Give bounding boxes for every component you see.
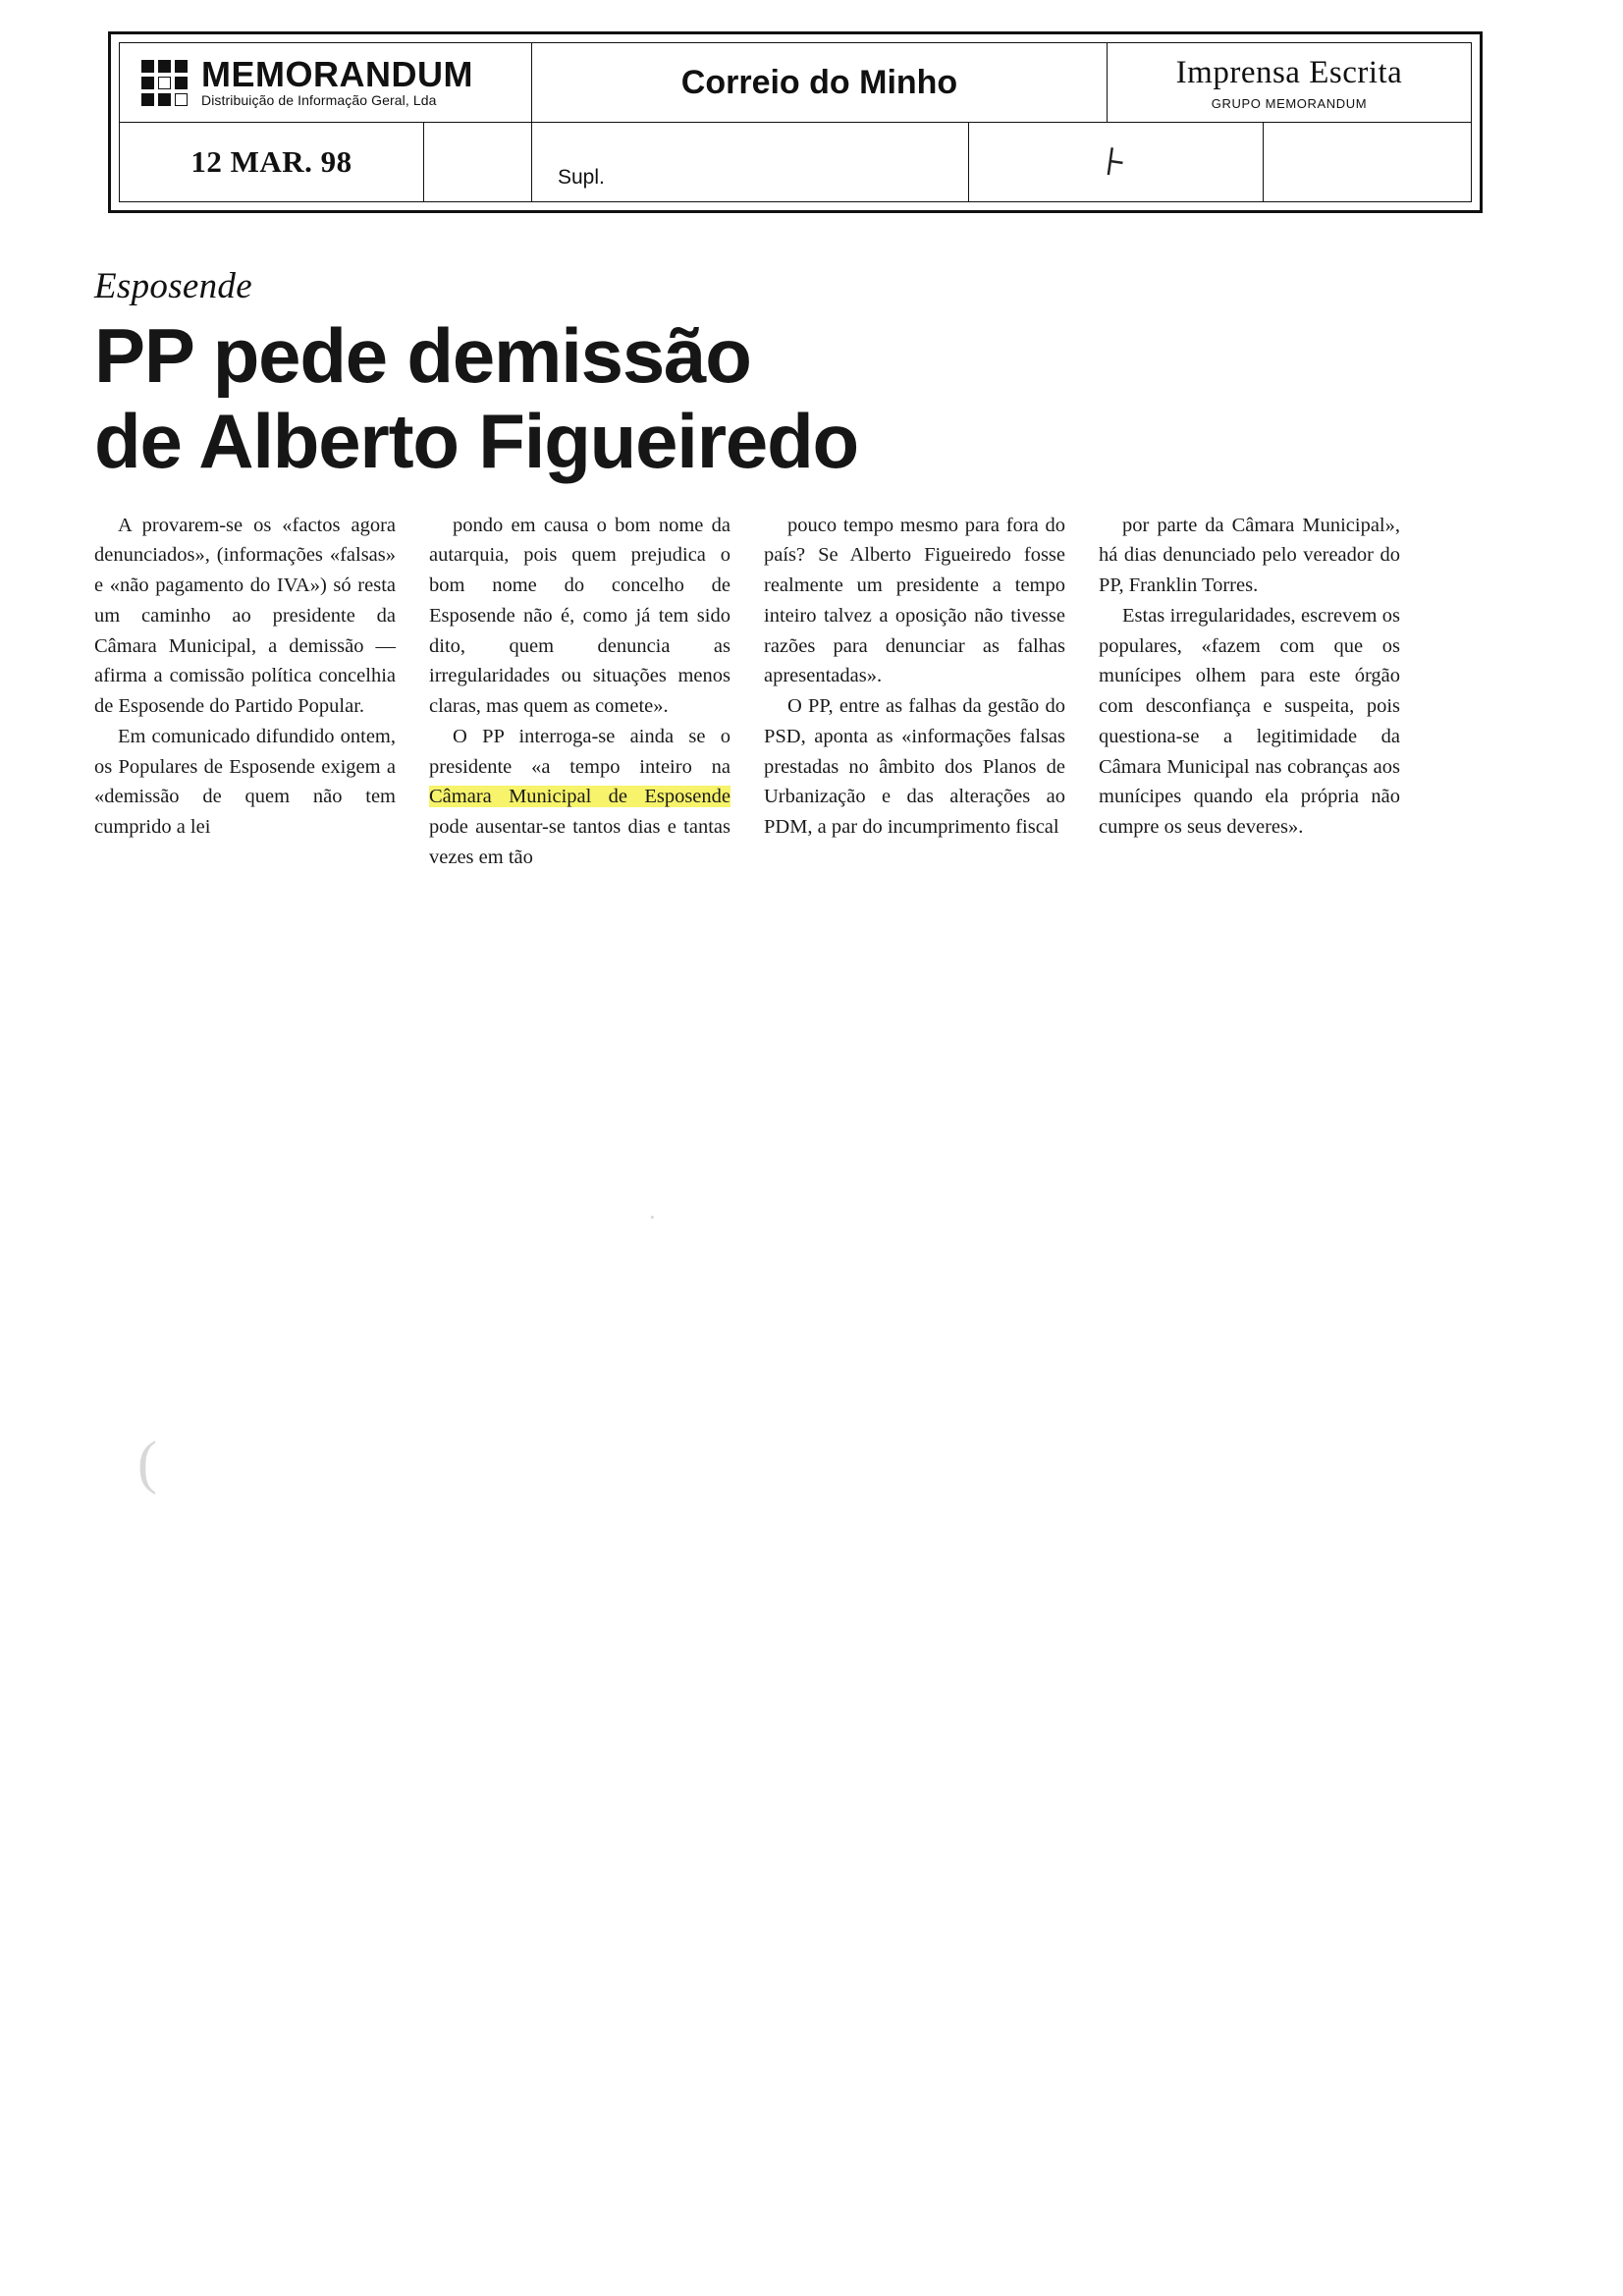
article-headline <box>94 313 1498 485</box>
press-section-group: GRUPO MEMORANDUM <box>1211 95 1368 111</box>
publication-name: Correio do Minho <box>680 63 958 101</box>
paragraph: A provarem-se os «factos agora denunciados», (informações «falsas» e «não pagamento do IVA») só resta um caminho ao presidente da Câmara Municipal, a demissão — afirma a comissão política concelhia de Esposende do Partido Popular. <box>94 514 396 718</box>
press-section-title: Imprensa Escrita <box>1175 54 1403 90</box>
hand-mark-cell <box>969 123 1264 201</box>
publication-name-cell <box>532 43 1108 122</box>
paragraph: Estas irregularidades, escrevem os populares, «fazem com que os munícipes olhem para este órgão com desconfiança e suspeita, pois questiona-se a legitimidade da Câmara Municipal nas cobranças aos munícipes quando ela própria não cumpre os seus deveres». <box>1099 604 1400 839</box>
supplement-cell <box>532 123 969 201</box>
article-column-2 <box>429 511 730 873</box>
paragraph: pondo em causa o bom nome da autarquia, pois quem prejudica o bom nome do concelho de Esposende não é, como já tem sido dito, quem denuncia as irregularidades ou situações menos claras, mas quem as comete». <box>429 514 730 718</box>
article <box>94 265 1498 873</box>
article-columns <box>94 511 1400 873</box>
scan-speck: · <box>648 1203 657 1231</box>
press-section-cell <box>1108 43 1471 122</box>
clipping-header <box>108 31 1483 213</box>
scan-smudge: ( <box>137 1430 157 1495</box>
clipping-header-bottom-row <box>120 123 1471 201</box>
clipping-date-cell <box>120 123 424 201</box>
blank-cell <box>1264 123 1471 201</box>
paragraph: O PP, entre as falhas da gestão do PSD, aponta as «informações falsas prestadas no âmbito dos Planos de Urbanização e das alterações ao PDM, a par do incumprimento fiscal <box>764 695 1065 839</box>
paragraph: pouco tempo mesmo para fora do país? Se Alberto Figueiredo fosse realmente um presidente a tempo inteiro talvez a oposição não tivesse razões para denunciar as falhas apresentadas». <box>764 514 1065 687</box>
paragraph: por parte da Câmara Municipal», há dias denunciado pelo vereador do PP, Franklin Torres. <box>1099 514 1400 597</box>
article-kicker: Esposende <box>94 266 252 306</box>
handwritten-mark: ⊦ <box>1103 138 1129 186</box>
headline-line-2: de Alberto Figueiredo <box>94 398 858 485</box>
article-column-3 <box>764 511 1065 873</box>
memorandum-brand-cell <box>120 43 532 122</box>
headline-line-1: PP pede demissão <box>94 312 751 399</box>
paragraph-lead-text: O PP interroga-se ainda se o presidente «a tempo inteiro na <box>429 725 730 778</box>
paragraph-with-highlight <box>429 722 730 873</box>
clipping-header-inner <box>119 42 1472 202</box>
highlighted-text: Câmara Municipal de Esposende <box>429 786 730 808</box>
clipping-header-top-row <box>120 43 1471 123</box>
brand-subtitle: Distribuição de Informação Geral, Lda <box>201 91 437 108</box>
article-column-1 <box>94 511 396 873</box>
article-column-4 <box>1099 511 1400 873</box>
grid-squares-logo-icon <box>141 60 188 106</box>
paragraph-tail-text: pode ausentar-se tantos dias e tantas vezes em tão <box>429 816 730 868</box>
brand-title: MEMORANDUM <box>201 53 473 94</box>
supplement-label: Supl. <box>558 166 605 189</box>
spacer-cell-1 <box>424 123 532 201</box>
paragraph: Em comunicado difundido ontem, os Populares de Esposende exigem a «demissão de quem não tem cumprido a lei <box>94 725 396 839</box>
brand-text-block <box>201 53 473 110</box>
clipping-date: 12 MAR. 98 <box>190 144 352 179</box>
